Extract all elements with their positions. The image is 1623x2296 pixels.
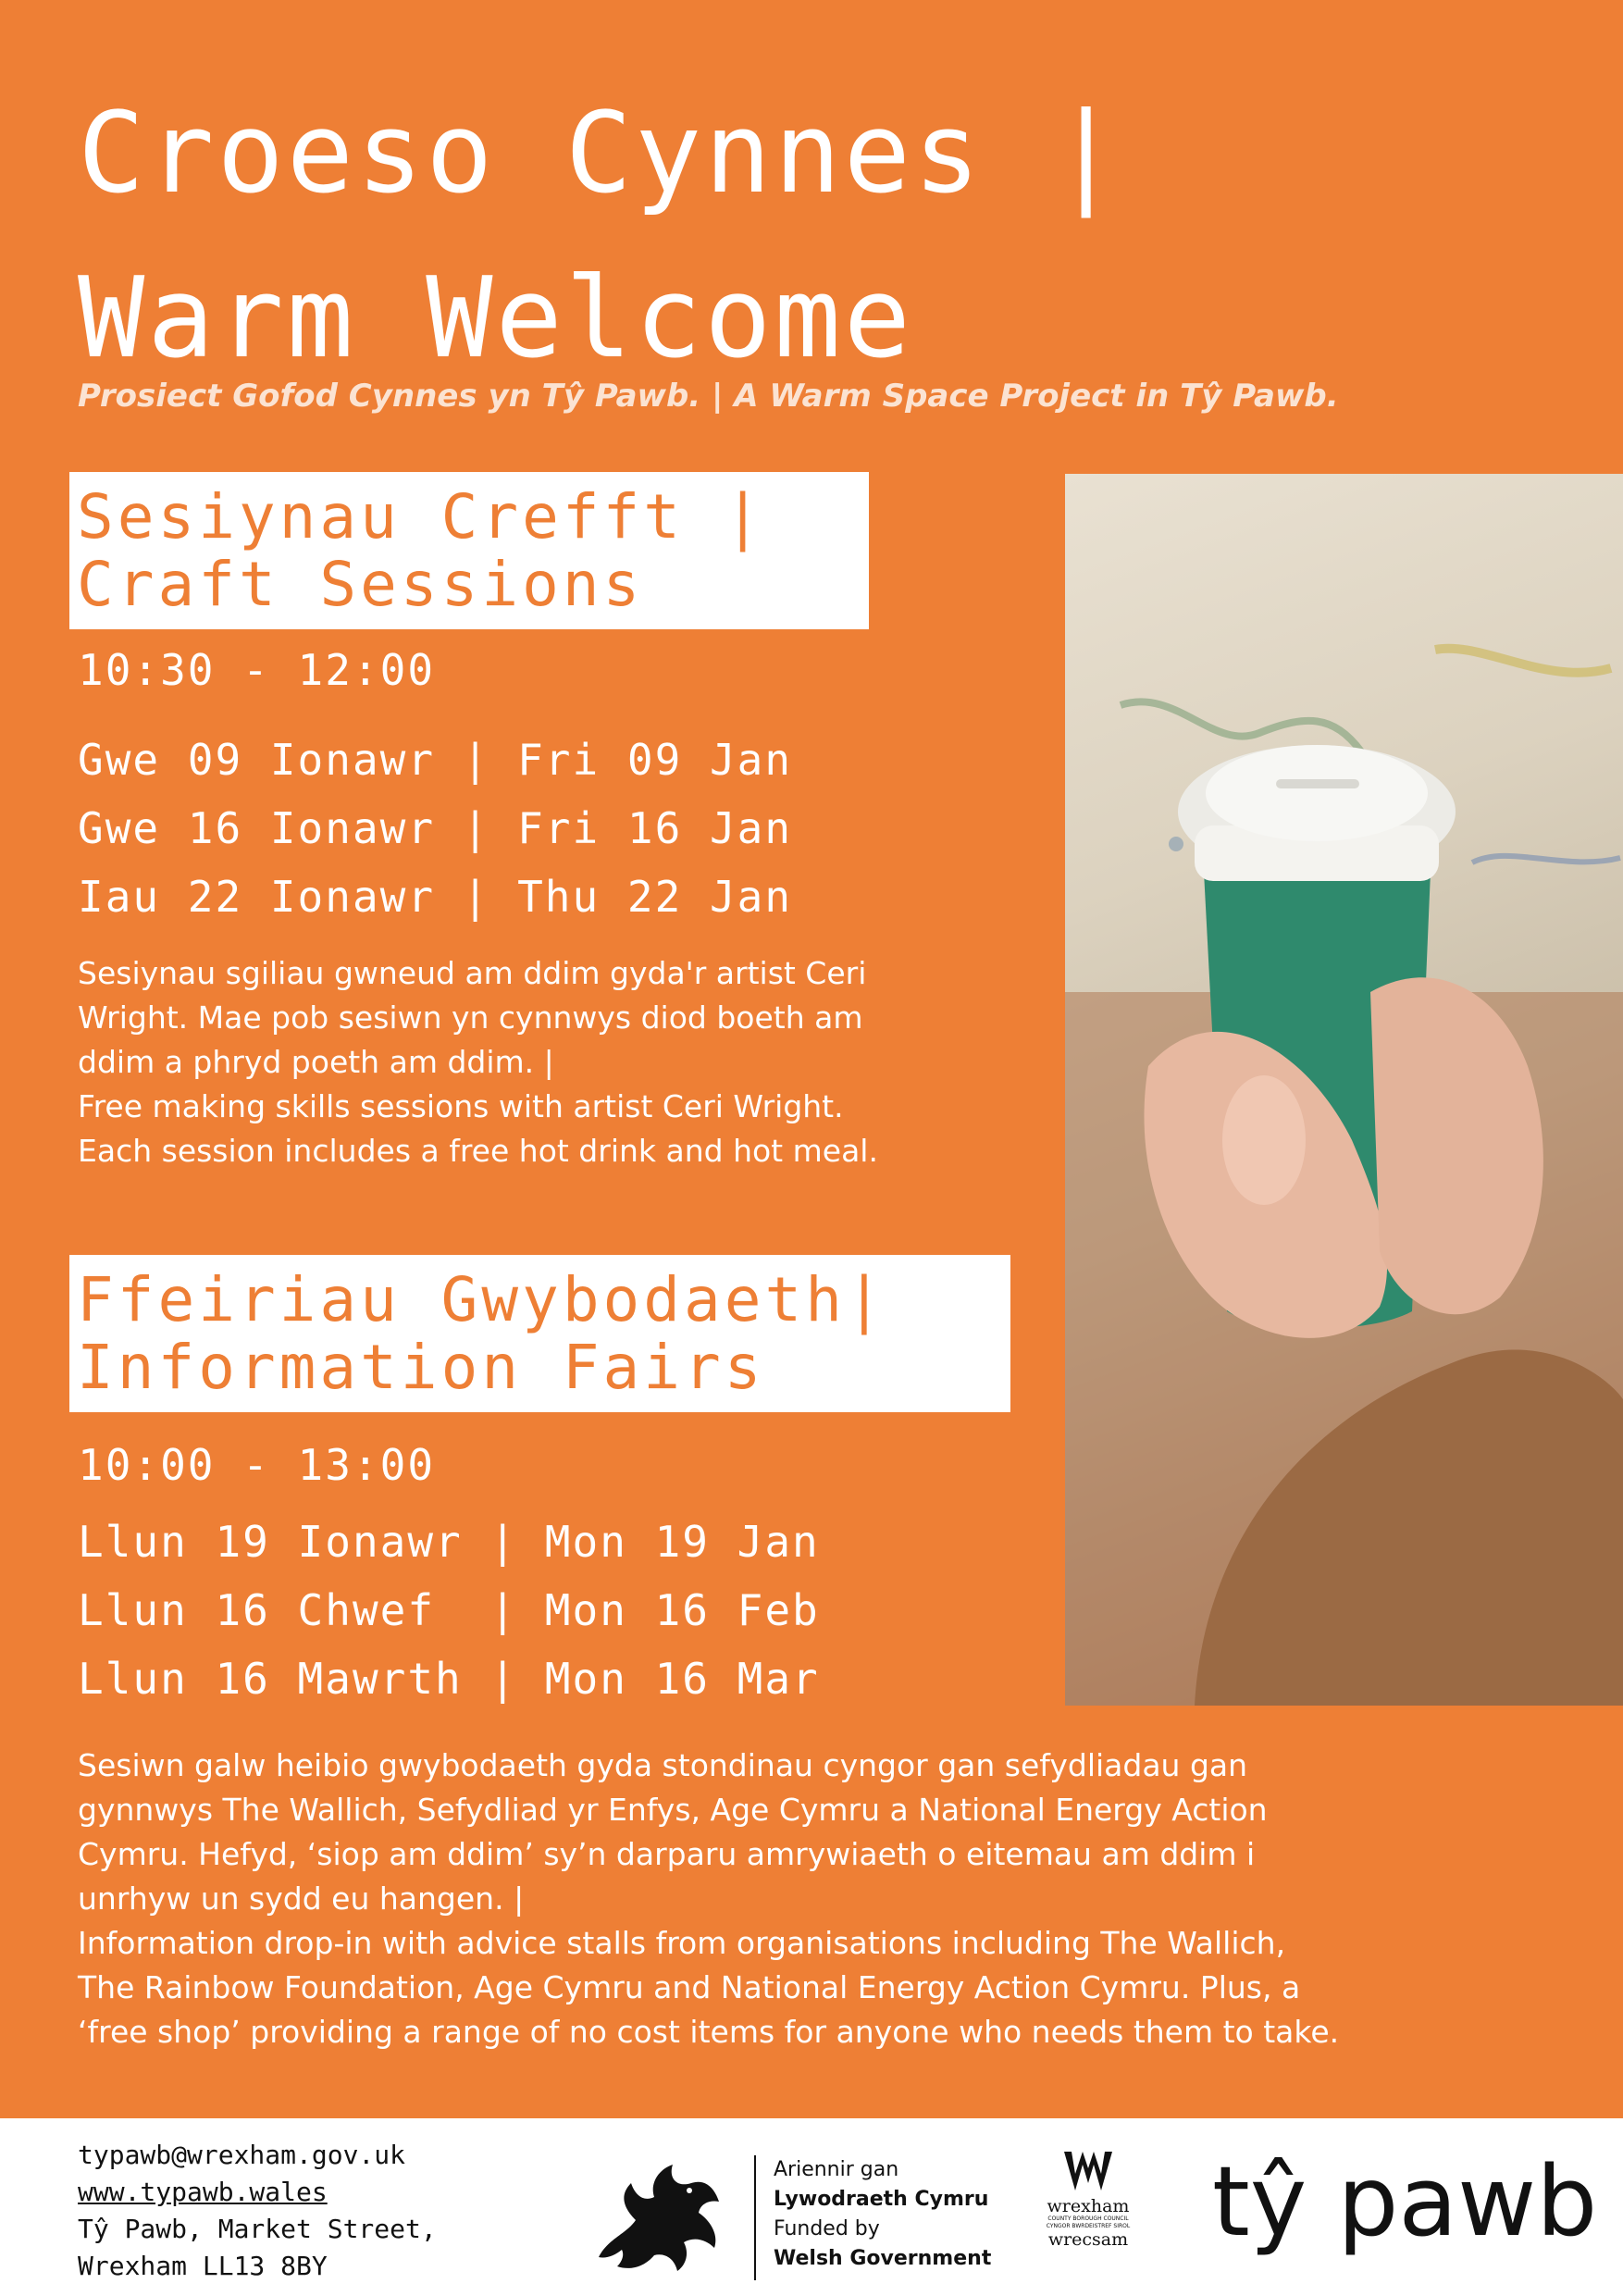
welsh-dragon-icon xyxy=(580,2146,737,2285)
description-line: The Rainbow Foundation, Age Cymru and National Energy Action Cymru. Plus, a xyxy=(78,1969,1301,2005)
typawb-logo: tŷ pawb xyxy=(1212,2145,1598,2258)
craft-heading-welsh: Sesiynau Crefft | xyxy=(77,481,765,552)
wrexham-name-cy: wrecsam xyxy=(1047,2229,1129,2250)
craft-date-item: Gwe 16 Ionawr | Fri 16 Jan xyxy=(78,803,793,853)
fairs-heading-english: Information Fairs xyxy=(77,1332,765,1403)
craft-sessions-heading xyxy=(69,472,869,629)
wrexham-council-logo xyxy=(1037,2146,1139,2285)
funding-welsh-org: Lywodraeth Cymru xyxy=(774,2188,989,2211)
craft-date-item: Iau 22 Ionawr | Thu 22 Jan xyxy=(78,872,793,922)
fairs-date-item: Llun 16 Chwef | Mon 16 Feb xyxy=(78,1585,820,1635)
craft-heading-english: Craft Sessions xyxy=(77,549,644,620)
craft-dates-list xyxy=(78,726,792,931)
website-link[interactable]: www.typawb.wales xyxy=(78,2177,328,2207)
fairs-date-item: Llun 19 Ionawr | Mon 19 Jan xyxy=(78,1517,820,1567)
funding-welsh-label: Ariennir gan xyxy=(774,2158,899,2181)
information-fairs-heading xyxy=(69,1255,1010,1412)
fairs-dates-list xyxy=(78,1508,820,1713)
wrexham-name-en: wrexham xyxy=(1047,2196,1130,2216)
description-line: Information drop-in with advice stalls from organisations including The Wallich, xyxy=(78,1925,1286,1961)
funding-english-label: Funded by xyxy=(774,2217,880,2240)
description-line: Sesiynau sgiliau gwneud am ddim gyda'r artist Ceri xyxy=(78,955,867,991)
funding-english-org: Welsh Government xyxy=(774,2247,992,2270)
description-line: Sesiwn galw heibio gwybodaeth gyda stondinau cyngor gan sefydliadau gan xyxy=(78,1747,1248,1783)
footer xyxy=(0,2118,1623,2296)
page-subtitle: Prosiect Gofod Cynnes yn Tŷ Pawb. | A Warm Space Project in Tŷ Pawb. xyxy=(78,378,1339,415)
address-line: Wrexham LL13 8BY xyxy=(78,2251,328,2281)
description-line: Each session includes a free hot drink and hot meal. xyxy=(78,1133,878,1169)
description-line: Free making skills sessions with artist Ceri Wright. xyxy=(78,1088,844,1124)
hands-holding-coffee-cup-photo xyxy=(1065,474,1623,1706)
page-title xyxy=(78,72,1122,402)
title-line-welsh: Croeso Cynnes | xyxy=(78,90,1122,218)
description-line: ‘free shop’ providing a range of no cost items for anyone who needs them to take. xyxy=(78,2014,1340,2050)
fairs-description xyxy=(78,1744,1577,2054)
craft-description xyxy=(78,951,1022,1173)
wrexham-small-en: COUNTY BOROUGH COUNCIL xyxy=(1047,2215,1129,2222)
wrexham-small-cy: CYNGOR BWRDEISTREF SIROL xyxy=(1046,2223,1131,2229)
fairs-heading-welsh: Ffeiriau Gwybodaeth| xyxy=(77,1264,886,1335)
description-line: Cymru. Hefyd, ‘siop am ddim’ sy’n darparu amrywiaeth o eitemau am ddim i xyxy=(78,1836,1256,1872)
fairs-date-item: Llun 16 Mawrth | Mon 16 Mar xyxy=(78,1654,820,1704)
description-line: gynnwys The Wallich, Sefydliad yr Enfys, Age Cymru a National Energy Action xyxy=(78,1792,1268,1828)
address-line: Tŷ Pawb, Market Street, xyxy=(78,2214,437,2244)
email-link[interactable]: typawb@wrexham.gov.uk xyxy=(78,2140,406,2170)
title-line-english: Warm Welcome xyxy=(78,254,913,383)
contact-details xyxy=(78,2137,437,2285)
logo-divider xyxy=(754,2155,756,2280)
description-line: unrhyw un sydd eu hangen. | xyxy=(78,1880,525,1917)
fairs-time: 10:00 - 13:00 xyxy=(78,1440,436,1490)
wrexham-crest-icon xyxy=(1060,2146,1116,2197)
description-line: Wright. Mae pob sesiwn yn cynnwys diod boeth am xyxy=(78,999,863,1036)
craft-time: 10:30 - 12:00 xyxy=(78,645,436,695)
craft-date-item: Gwe 09 Ionawr | Fri 09 Jan xyxy=(78,735,793,785)
description-line: ddim a phryd poeth am ddim. | xyxy=(78,1044,554,1080)
funding-text xyxy=(774,2155,991,2274)
photo-illustration xyxy=(1065,474,1623,1706)
